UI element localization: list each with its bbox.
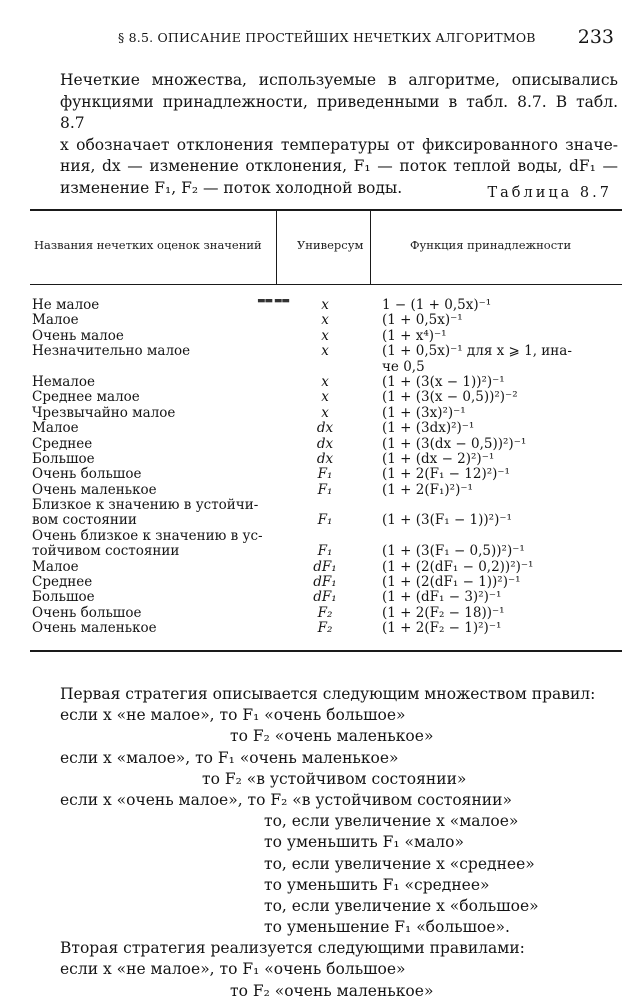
strategy-line: Вторая стратегия реализуется следующими правилами:	[60, 939, 525, 958]
row-name: Среднее малое	[32, 389, 140, 406]
row-universe: F₁	[317, 512, 333, 529]
row-name: Малое	[32, 312, 79, 329]
strategy-line: то уменьшить F₁ «среднее»	[264, 875, 490, 894]
intro-line: ния, dx — изменение отклонения, F₁ — поток теплой воды, dF₁ —	[60, 157, 618, 175]
table-row	[30, 298, 622, 313]
strategy-line: если x «не малое», то F₁ «очень большое»	[60, 706, 406, 725]
row-name: вом состоянии	[32, 512, 137, 529]
table-row	[30, 590, 622, 605]
table-header-universe: Универсум	[297, 238, 364, 252]
row-function: (1 + 2(F₁)²)⁻¹	[382, 481, 473, 498]
row-name: Очень близкое к значению в ус-	[32, 527, 263, 544]
table-row	[30, 529, 622, 544]
row-function: (1 + 0,5x)⁻¹	[382, 312, 463, 329]
strategy-line: то, если увеличение x «большое»	[264, 896, 539, 915]
intro-line: функциями принадлежности, приведенными в табл. 8.7. В табл. 8.7	[60, 92, 618, 132]
table-row	[30, 329, 622, 344]
row-function: (1 + 2(F₁ − 12)²)⁻¹	[382, 466, 510, 483]
row-name: Очень большое	[32, 466, 142, 483]
row-function: (1 + (3dx)²)⁻¹	[382, 420, 475, 437]
row-function: (1 + (3(x − 1))²)⁻¹	[382, 373, 505, 390]
row-name: Не малое	[32, 297, 100, 313]
row-name: тойчивом состоянии	[32, 543, 180, 560]
table-row	[30, 606, 622, 621]
row-name: Малое	[32, 420, 79, 437]
row-universe: dF₁	[313, 589, 337, 606]
row-function: (1 + (dx − 2)²)⁻¹	[382, 450, 495, 467]
row-function: (1 + (2(dF₁ − 1))²)⁻¹	[382, 574, 521, 591]
row-universe: F₂	[317, 604, 333, 621]
table-bottom-rule	[30, 650, 622, 652]
row-function: (1 + (3(F₁ − 0,5))²)⁻¹	[382, 543, 525, 560]
row-universe: F₁	[317, 481, 333, 498]
table-row	[30, 390, 622, 405]
table-header-names: Названия нечетких оценок значений	[34, 238, 262, 252]
table-caption: Таблица 8.7	[487, 185, 612, 201]
row-universe: dx	[316, 450, 334, 467]
row-universe: dF₁	[313, 558, 337, 575]
table-row	[30, 621, 622, 636]
strategy-line: если x «малое», то F₁ «очень маленькое»	[60, 748, 399, 767]
row-name: Очень малое	[32, 327, 124, 344]
table-column-divider	[276, 211, 277, 284]
strategy-line: то, если увеличение x «среднее»	[264, 854, 535, 873]
row-function: че 0,5	[382, 358, 425, 375]
strategy-rules	[60, 684, 620, 1002]
table-header-function: Функция принадлежности	[410, 238, 572, 252]
table-row	[30, 467, 622, 482]
row-universe: F₁	[317, 543, 333, 560]
row-name: Незначительно малое	[32, 343, 191, 360]
row-universe: dx	[316, 435, 334, 452]
row-name: Большое	[32, 450, 95, 467]
running-title: § 8.5. ОПИСАНИЕ ПРОСТЕЙШИХ НЕЧЕТКИХ АЛГОРИТМОВ	[118, 30, 536, 45]
intro-paragraph	[60, 70, 618, 199]
row-name: Близкое к значению в устойчи-	[32, 497, 259, 514]
intro-line: x обозначает отклонения температуры от фиксированного значе-	[60, 135, 618, 154]
strategy-line: то F₂ «в устойчивом состоянии»	[202, 769, 467, 788]
intro-line: Нечеткие множества, используемые в алгоритме, описывались	[60, 71, 618, 89]
row-name: Среднее	[32, 435, 93, 452]
row-name: Очень большое	[32, 604, 142, 621]
row-function: (1 + 2(F₂ − 1)²)⁻¹	[382, 620, 502, 637]
table-row	[30, 452, 622, 467]
row-function: (1 + (dF₁ − 3)²)⁻¹	[382, 589, 502, 606]
strategy-line: если x «не малое», то F₁ «очень большое»	[60, 960, 406, 979]
table-row	[30, 375, 622, 390]
row-universe: x	[321, 327, 329, 344]
table-row	[30, 344, 622, 359]
strategy-line: если x «очень малое», то F₂ «в устойчивом состоянии»	[60, 790, 512, 809]
row-universe: x	[321, 312, 329, 329]
strategy-line: то уменьшение F₁ «большое».	[264, 918, 510, 937]
table-row	[30, 575, 622, 590]
strategy-line: то уменьшить F₁ «мало»	[264, 833, 464, 852]
page-header	[118, 26, 614, 50]
row-function: (1 + (3(dx − 0,5))²)⁻¹	[382, 435, 527, 452]
table-row	[30, 360, 622, 375]
table-body	[30, 298, 622, 637]
row-name: Немалое	[32, 373, 96, 390]
row-name: Среднее	[32, 574, 93, 591]
page-number: 233	[577, 26, 614, 48]
intro-line: изменение F₁, F₂ — поток холодной воды.	[60, 178, 403, 197]
row-universe: x	[321, 373, 329, 390]
row-name: Малое	[32, 558, 79, 575]
row-universe: x	[321, 404, 329, 421]
row-function: (1 + 2(F₂ − 18))⁻¹	[382, 604, 505, 621]
row-function: (1 + (3x)²)⁻¹	[382, 404, 466, 421]
table-row	[30, 406, 622, 421]
table-row	[30, 313, 622, 328]
row-universe: x	[321, 389, 329, 406]
row-universe: F₂	[317, 620, 333, 637]
table-row	[30, 544, 622, 559]
row-universe: dF₁	[313, 574, 337, 591]
strategy-line: то F₂ «очень маленькое»	[230, 727, 434, 746]
table-top-rule	[30, 209, 622, 211]
row-function: (1 + (3(F₁ − 1))²)⁻¹	[382, 512, 512, 529]
row-function: (1 + 0,5x)⁻¹ для x ⩾ 1, ина-	[382, 343, 572, 360]
table-row	[30, 483, 622, 498]
row-name: Чрезвычайно малое	[32, 404, 176, 421]
table-row	[30, 560, 622, 575]
row-function: (1 + x⁴)⁻¹	[382, 327, 447, 344]
table-row	[30, 513, 622, 528]
row-name: Очень маленькое	[32, 481, 157, 498]
table-header-rule	[30, 284, 622, 285]
row-name: Большое	[32, 589, 95, 606]
row-universe: x	[321, 297, 329, 313]
table-column-divider	[370, 211, 371, 284]
table-row	[30, 437, 622, 452]
row-function: (1 + (3(x − 0,5))²)⁻²	[382, 389, 518, 406]
row-universe: x	[321, 343, 329, 360]
strategy-line: то, если увеличение x «малое»	[264, 812, 519, 831]
table-row	[30, 421, 622, 436]
table-row	[30, 498, 622, 513]
strategy-line: то F₂ «очень маленькое»	[230, 981, 434, 1000]
print-smudge: ▬▬ ▬▬	[257, 296, 289, 306]
row-function: 1 − (1 + 0,5x)⁻¹	[382, 297, 492, 313]
row-function: (1 + (2(dF₁ − 0,2))²)⁻¹	[382, 558, 534, 575]
row-universe: F₁	[317, 466, 333, 483]
row-name: Очень маленькое	[32, 620, 157, 637]
row-universe: dx	[316, 420, 334, 437]
strategy-line: Первая стратегия описывается следующим множеством правил:	[60, 685, 596, 703]
